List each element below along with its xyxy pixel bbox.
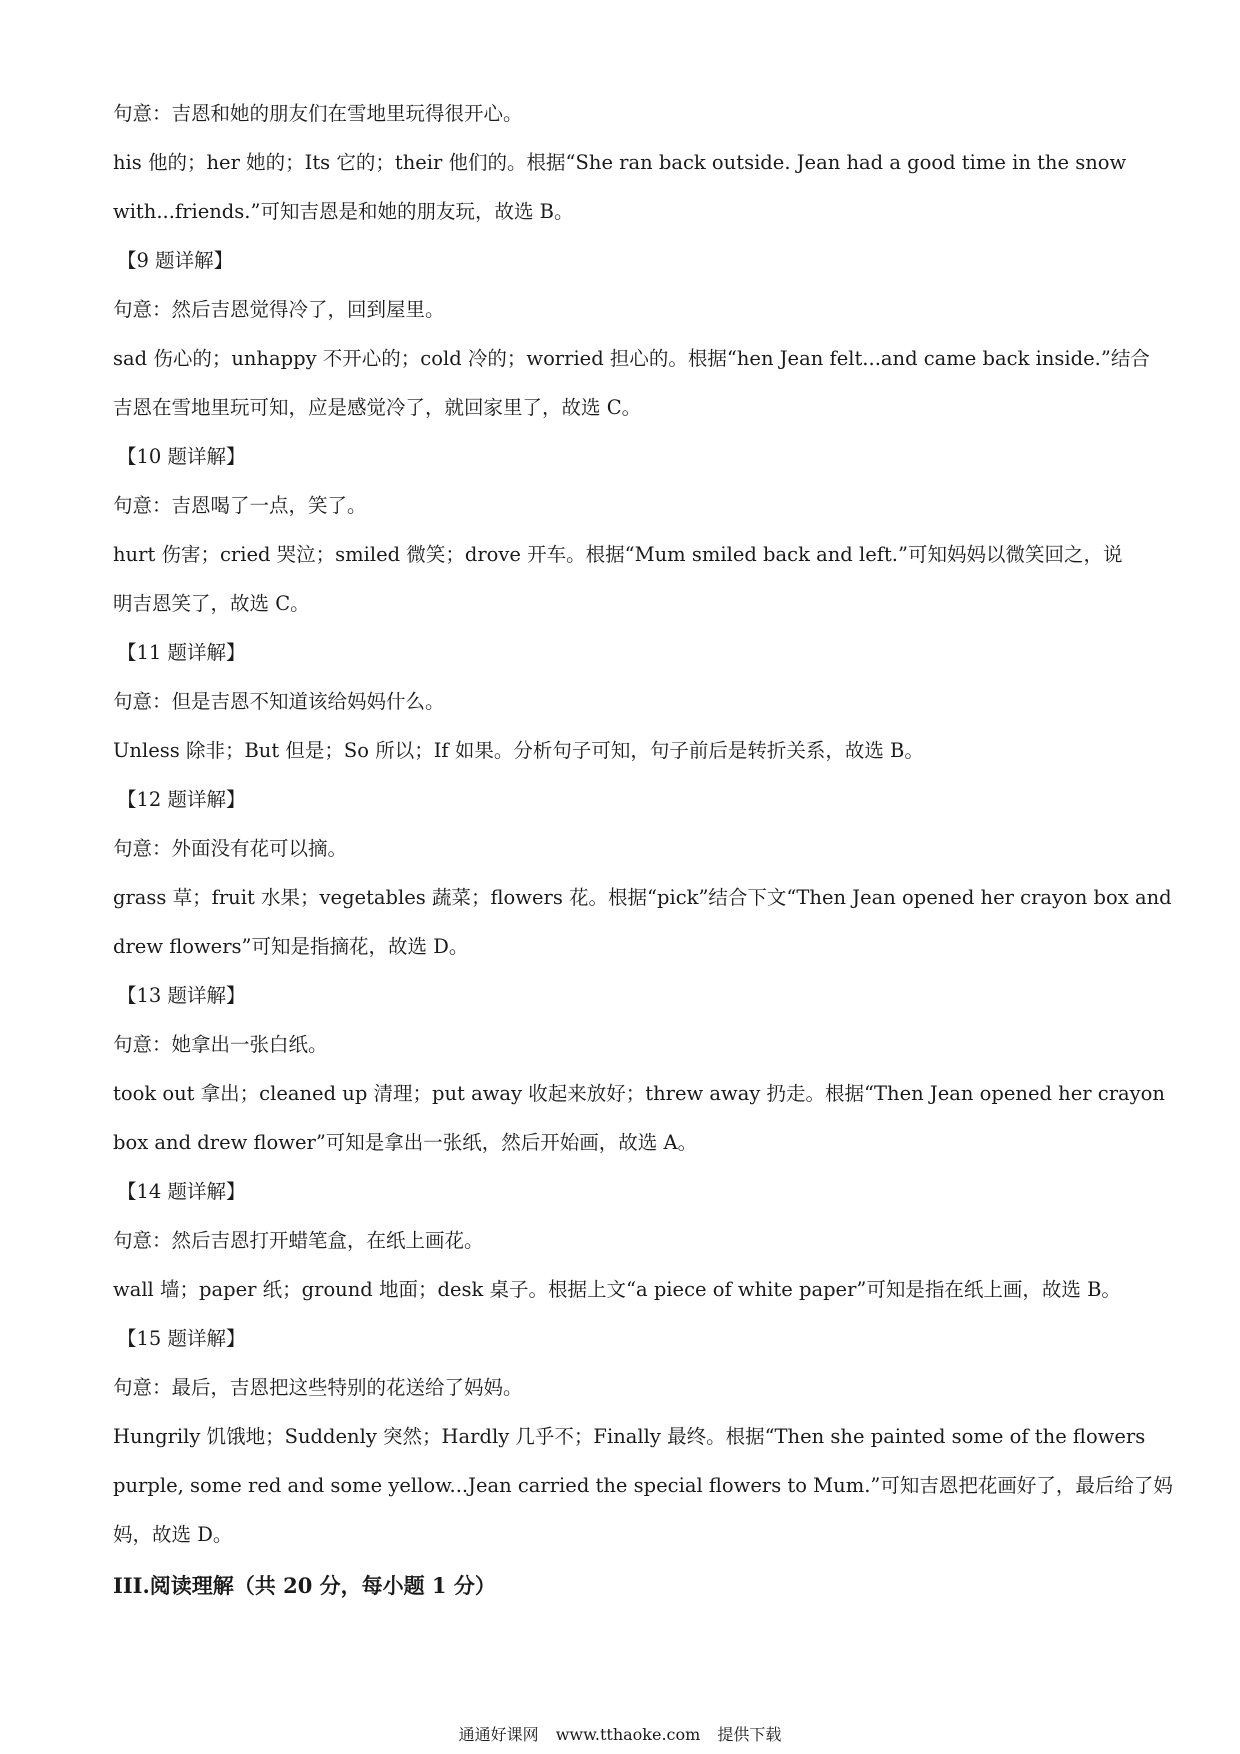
text-line: sad 伤心的；unhappy 不开心的；cold 冷的；worried 担心的。根据“hen Jean felt...and came back inside.”结合 xyxy=(113,347,1150,370)
question-heading: 【9 题详解】 xyxy=(117,249,234,272)
footer-suffix: 提供下载 xyxy=(717,1725,782,1744)
text-line: 句意：吉恩和她的朋友们在雪地里玩得很开心。 xyxy=(113,102,523,125)
question-heading: 【13 题详解】 xyxy=(117,984,246,1007)
text-line: wall 墙；paper 纸；ground 地面；desk 桌子。根据上文“a piece of white paper”可知是指在纸上画，故选 B。 xyxy=(113,1278,1121,1301)
text-line: drew flowers”可知是指摘花，故选 D。 xyxy=(113,935,469,958)
text-line: Hungrily 饥饿地；Suddenly 突然；Hardly 几乎不；Finally 最终。根据“Then she painted some of the flowers xyxy=(113,1425,1146,1448)
text-line: his 他的；her 她的；Its 它的；their 他们的。根据“She ran back outside. Jean had a good time in the snow xyxy=(113,151,1127,174)
text-line: 妈，故选 D。 xyxy=(113,1523,233,1546)
footer-url: www.tthaoke.com xyxy=(555,1725,701,1744)
text-line: hurt 伤害；cried 哭泣；smiled 微笑；drove 开车。根据“Mum smiled back and left.”可知妈妈以微笑回之，说 xyxy=(113,543,1123,566)
question-heading: 【15 题详解】 xyxy=(117,1327,246,1350)
text-line: 句意：然后吉恩打开蜡笔盒，在纸上画花。 xyxy=(113,1229,484,1252)
text-line: 明吉恩笑了，故选 C。 xyxy=(113,592,310,615)
text-line: 句意：然后吉恩觉得冷了，回到屋里。 xyxy=(113,298,445,321)
text-line: 吉恩在雪地里玩可知，应是感觉冷了，就回家里了，故选 C。 xyxy=(113,396,642,419)
question-heading: 【12 题详解】 xyxy=(117,788,246,811)
question-heading: 【14 题详解】 xyxy=(117,1180,246,1203)
page-footer xyxy=(0,1722,1240,1745)
text-line: with...friends.”可知吉恩是和她的朋友玩，故选 B。 xyxy=(113,200,574,223)
text-line: 句意：吉恩喝了一点，笑了。 xyxy=(113,494,367,517)
document-body xyxy=(113,100,1173,1612)
text-line: 句意：但是吉恩不知道该给妈妈什么。 xyxy=(113,690,445,713)
question-heading: 【10 题详解】 xyxy=(117,445,246,468)
text-line: 句意：她拿出一张白纸。 xyxy=(113,1033,328,1056)
text-line: Unless 除非；But 但是；So 所以；If 如果。分析句子可知，句子前后是转折关系，故选 B。 xyxy=(113,739,924,762)
text-line: 句意：外面没有花可以摘。 xyxy=(113,837,348,860)
footer-site-name: 通通好课网 xyxy=(458,1725,539,1744)
text-line: grass 草；fruit 水果；vegetables 蔬菜；flowers 花。根据“pick”结合下文“Then Jean opened her crayon box and xyxy=(113,886,1172,909)
question-heading: 【11 题详解】 xyxy=(117,641,246,664)
text-line: purple, some red and some yellow...Jean carried the special flowers to Mum.”可知吉恩把花画好了，最后给了妈 xyxy=(113,1474,1173,1497)
text-line: 句意：最后，吉恩把这些特别的花送给了妈妈。 xyxy=(113,1376,523,1399)
section-heading: III.阅读理解（共 20 分，每小题 1 分） xyxy=(113,1573,496,1598)
text-line: took out 拿出；cleaned up 清理；put away 收起来放好；threw away 扔走。根据“Then Jean opened her crayon xyxy=(113,1082,1165,1105)
text-line: box and drew flower”可知是拿出一张纸，然后开始画，故选 A。 xyxy=(113,1131,698,1154)
